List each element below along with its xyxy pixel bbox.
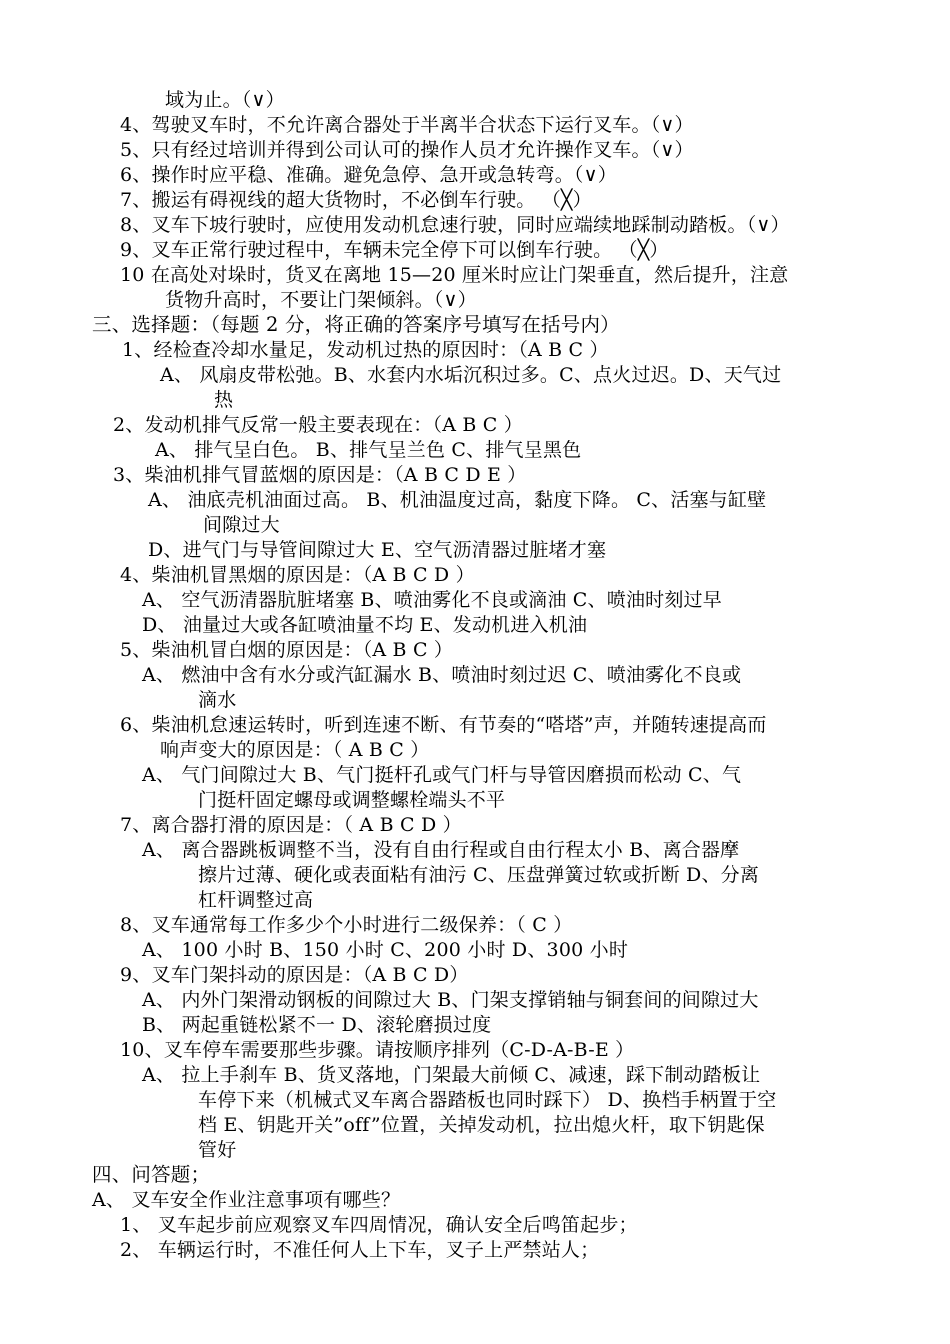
question-1: 1、经检查冷却水量足，发动机过热的原因时：（A B C ）: [122, 339, 609, 361]
question-3-options-line-1: A、 油底壳机油面过高。 B、机油温度过高，黏度下降。 C、活塞与缸壁: [148, 489, 767, 511]
question-1-options-line-1: A、 风扇皮带松弛。B、水套内水垢沉积过多。C、点火过迟。D、天气过: [160, 364, 782, 386]
question-6-options-line-2: 门挺杆固定螺母或调整螺栓端头不平: [198, 789, 506, 811]
section-4-heading: 四、问答题；: [92, 1163, 211, 1186]
qa-answer-2: 2、 车辆运行时，不准任何人上下车，叉子上严禁站人；: [120, 1239, 600, 1261]
question-7-options-line-2: 擦片过薄、硬化或表面粘有油污 C、压盘弹簧过软或折断 D、分离: [198, 864, 760, 886]
question-10: 10、叉车停车需要那些步骤。请按顺序排列（C-D-A-B-E ）: [120, 1039, 635, 1061]
tf-item-5: 5、只有经过培训并得到公司认可的操作人员才允许操作叉车。（∨）: [120, 139, 694, 161]
question-10-options-line-4: 管好: [198, 1139, 237, 1161]
tf-item-8: 8、叉车下坡行驶时，应使用发动机怠速行驶，同时应端续地踩制动踏板。（∨）: [120, 214, 790, 236]
tf-item-3-continuation: 域为止。（∨）: [165, 89, 285, 111]
question-9-options-line-2: B、 两起重链松紧不一 D、滚轮磨损过度: [142, 1014, 492, 1036]
question-8-options: A、 100 小时 B、150 小时 C、200 小时 D、300 小时: [142, 939, 629, 961]
question-8: 8、叉车通常每工作多少个小时进行二级保养：（ C ）: [120, 914, 573, 936]
qa-answer-1: 1、 叉车起步前应观察叉车四周情况，确认安全后鸣笛起步；: [120, 1214, 638, 1236]
question-6-line-1: 6、柴油机怠速运转时，听到连速不断、有节奏的“嗒塔”声，并随转速提高而: [120, 714, 767, 736]
question-3-options-line-3: D、进气门与导管间隙过大 E、空气沥清器过脏堵才塞: [148, 539, 607, 561]
question-6-line-2: 响声变大的原因是：（ A B C ）: [160, 739, 430, 761]
question-10-options-line-3: 档 E、钥匙开关”off”位置，关掉发动机，拉出熄火杆，取下钥匙保: [198, 1114, 765, 1136]
tf-item-9: 9、叉车正常行驶过程中，车辆未完全停下可以倒车行驶。 （╳）: [120, 239, 669, 261]
question-7-options-line-3: 杠杆调整过高: [198, 889, 314, 911]
question-9: 9、叉车门架抖动的原因是：（A B C D）: [120, 964, 469, 986]
tf-item-10-line-2: 货物升高时，不要让门架倾斜。（∨）: [165, 289, 477, 311]
question-5: 5、柴油机冒白烟的原因是：（A B C ）: [120, 639, 454, 661]
section-3-heading: 三、选择题：（每题 2 分，将正确的答案序号填写在括号内）: [92, 313, 620, 336]
question-5-options-line-2: 滴水: [198, 689, 237, 711]
question-4: 4、柴油机冒黑烟的原因是：（A B C D ）: [120, 564, 475, 586]
tf-item-6: 6、操作时应平稳、准确。避免急停、急开或急转弯。（∨）: [120, 164, 617, 186]
question-10-options-line-2: 车停下来（机械式叉车离合器踏板也同时踩下） D、换档手柄置于空: [198, 1089, 777, 1111]
question-4-options-line-2: D、 油量过大或各缸喷油量不均 E、发动机进入机油: [142, 614, 588, 636]
question-7: 7、离合器打滑的原因是：（ A B C D ）: [120, 814, 462, 836]
tf-item-7: 7、搬运有碍视线的超大货物时，不必倒车行驶。 （╳）: [120, 189, 592, 211]
question-2-options: A、 排气呈白色。 B、排气呈兰色 C、排气呈黑色: [155, 439, 582, 461]
tf-item-4: 4、驾驶叉车时，不允许离合器处于半离半合状态下运行叉车。（∨）: [120, 114, 694, 136]
question-7-options-line-1: A、 离合器跳板调整不当，没有自由行程或自由行程太小 B、离合器摩: [142, 839, 740, 861]
question-5-options-line-1: A、 燃油中含有水分或汽缸漏水 B、喷油时刻过迟 C、喷油雾化不良或: [142, 664, 742, 686]
question-6-options-line-1: A、 气门间隙过大 B、气门挺杆孔或气门杆与导管因磨损而松动 C、气: [142, 764, 742, 786]
qa-question-title: A、 叉车安全作业注意事项有哪些？: [92, 1189, 401, 1211]
question-3-options-line-2: 间隙过大: [203, 514, 280, 536]
question-1-options-line-2: 热: [214, 389, 234, 411]
question-4-options-line-1: A、 空气沥清器肮脏堵塞 B、喷油雾化不良或滴油 C、喷油时刻过早: [142, 589, 722, 611]
question-3: 3、柴油机排气冒蓝烟的原因是：（A B C D E ）: [113, 464, 527, 486]
tf-item-10-line-1: 10 在高处对垛时，货叉在离地 15—20 厘米时应让门架垂直，然后提升，注意: [120, 264, 789, 286]
question-10-options-line-1: A、 拉上手刹车 B、货叉落地，门架最大前倾 C、减速，踩下制动踏板让: [142, 1064, 761, 1086]
question-2: 2、发动机排气反常一般主要表现在：（A B C ）: [113, 414, 523, 436]
question-9-options-line-1: A、 内外门架滑动钢板的间隙过大 B、门架支撑销轴与铜套间的间隙过大: [142, 989, 759, 1011]
